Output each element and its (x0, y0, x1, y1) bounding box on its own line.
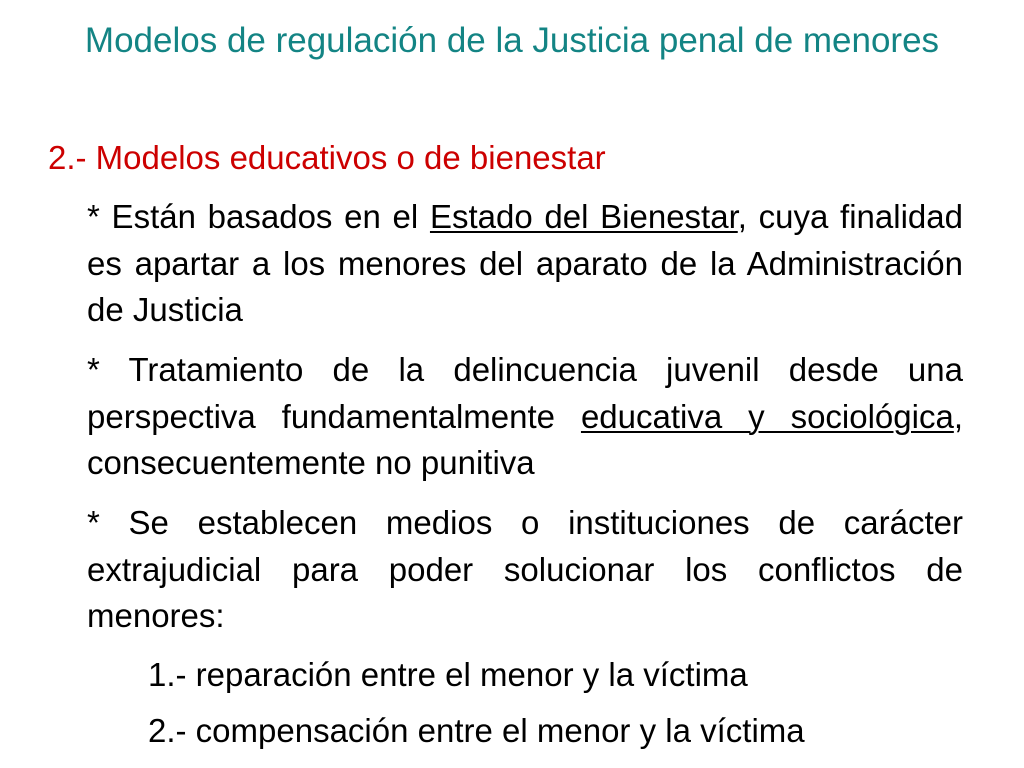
bullet-text: , cuya finalidad es apartar a los menores del aparato de la Administración de Justicia (87, 198, 963, 328)
underlined-term: educativa y sociológica (580, 397, 954, 435)
bullet-text: * Están basados en el (87, 198, 430, 235)
underlined-term: Estado del Bienestar (429, 198, 738, 235)
bullet-tratamiento (87, 347, 963, 487)
section-heading: 2.- Modelos educativos o de bienestar (48, 139, 606, 176)
subitem-reparacion: 1.- reparación entre el menor y la víctima (148, 656, 748, 693)
subitem-compensacion: 2.- compensación entre el menor y la víctima (148, 712, 805, 749)
slide-title: Modelos de regulación de la Justicia penal de menores (84, 21, 940, 60)
bullet-medios-extrajudiciales: * Se establecen medios o instituciones de carácter extrajudicial para poder solucionar los conflictos de menores: (87, 504, 963, 634)
bullet-estado-bienestar (87, 194, 963, 334)
bullet-text: , consecuentemente no punitiva (87, 397, 963, 481)
bullet-text: * Tratamiento de la delincuencia juvenil desde una perspectiva fundamentalmente (87, 351, 963, 435)
